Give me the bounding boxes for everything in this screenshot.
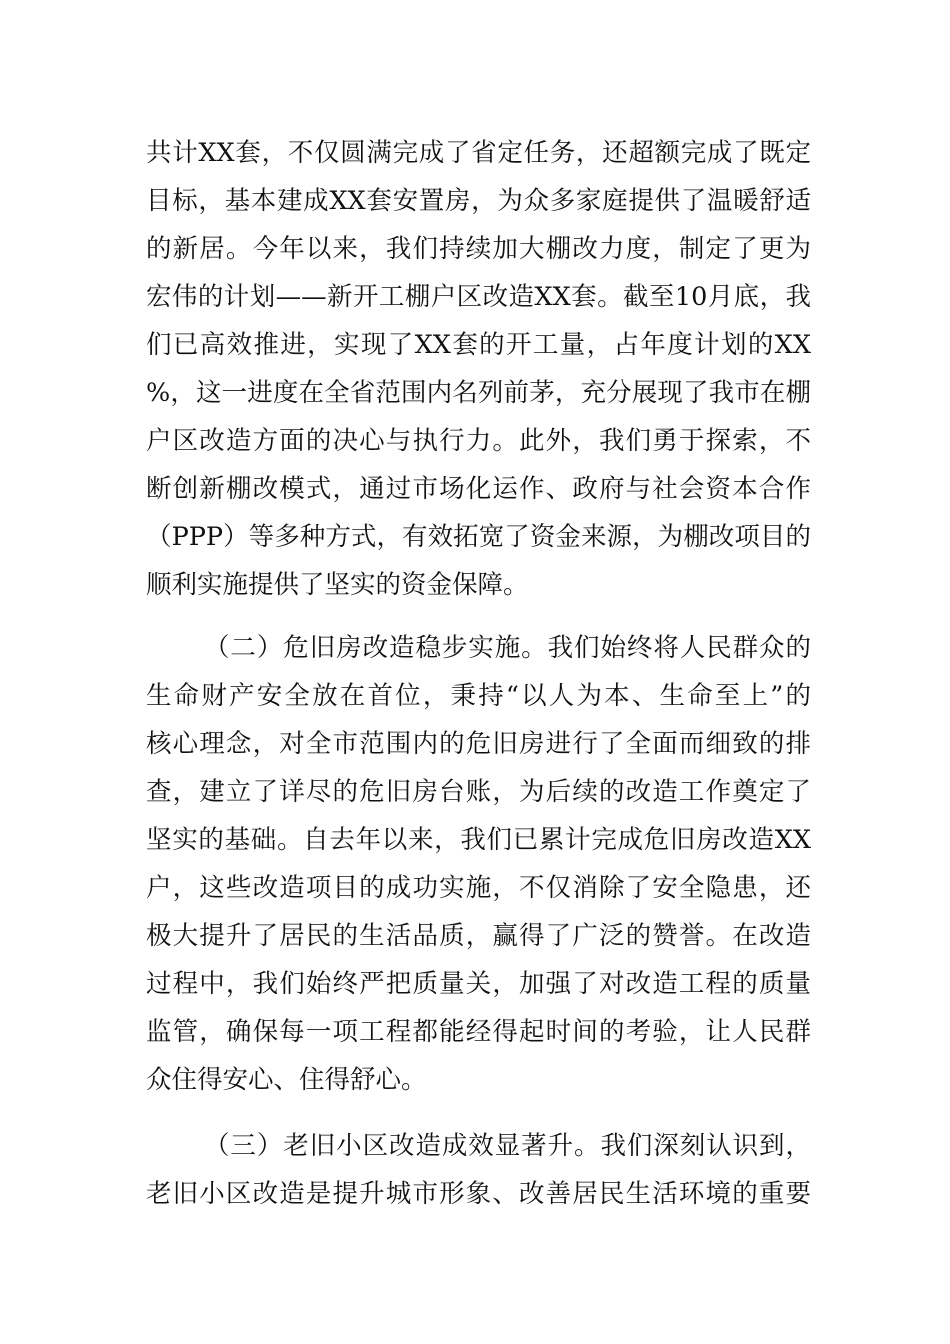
text-line: 们已高效推进，实现了XX套的开工量，占年度计划的XX — [146, 330, 811, 360]
text-line: 坚实的基础。自去年以来，我们已累计完成危旧房改造XX — [146, 825, 811, 855]
section-heading-line: （二）危旧房改造稳步实施。我们始终将人民群众的 — [204, 633, 811, 663]
text-line: 断创新棚改模式，通过市场化运作、政府与社会资本合作 — [146, 474, 811, 504]
text-line: 户区改造方面的决心与执行力。此外，我们勇于探索，不 — [146, 426, 811, 456]
text-line: 共计XX套，不仅圆满完成了省定任务，还超额完成了既定 — [146, 138, 811, 168]
text-line: 老旧小区改造是提升城市形象、改善居民生活环境的重要 — [146, 1179, 811, 1209]
text-line: 核心理念，对全市范围内的危旧房进行了全面而细致的排 — [146, 729, 811, 759]
text-line: 监管，确保每一项工程都能经得起时间的考验，让人民群 — [146, 1017, 811, 1047]
text-line: 的新居。今年以来，我们持续加大棚改力度，制定了更为 — [146, 234, 811, 264]
text-line: %，这一进度在全省范围内名列前茅，充分展现了我市在棚 — [146, 378, 811, 408]
section-heading-line: （三）老旧小区改造成效显著升。我们深刻认识到， — [204, 1131, 811, 1161]
text-line: 查，建立了详尽的危旧房台账，为后续的改造工作奠定了 — [146, 777, 811, 807]
text-line: 极大提升了居民的生活品质，赢得了广泛的赞誉。在改造 — [146, 921, 811, 951]
text-line: 生命财产安全放在首位，秉持“以人为本、生命至上”的 — [146, 681, 811, 711]
text-line: 众住得安心、住得舒心。 — [146, 1065, 427, 1095]
text-line: 宏伟的计划——新开工棚户区改造XX套。截至10月底，我 — [146, 282, 811, 312]
text-line: 顺利实施提供了坚实的资金保障。 — [146, 570, 529, 600]
text-line: （PPP）等多种方式，有效拓宽了资金来源，为棚改项目的 — [146, 522, 811, 552]
text-line: 目标，基本建成XX套安置房，为众多家庭提供了温暖舒适 — [146, 186, 811, 216]
text-line: 过程中，我们始终严把质量关，加强了对改造工程的质量 — [146, 969, 811, 999]
text-line: 户，这些改造项目的成功实施，不仅消除了安全隐患，还 — [146, 873, 811, 903]
